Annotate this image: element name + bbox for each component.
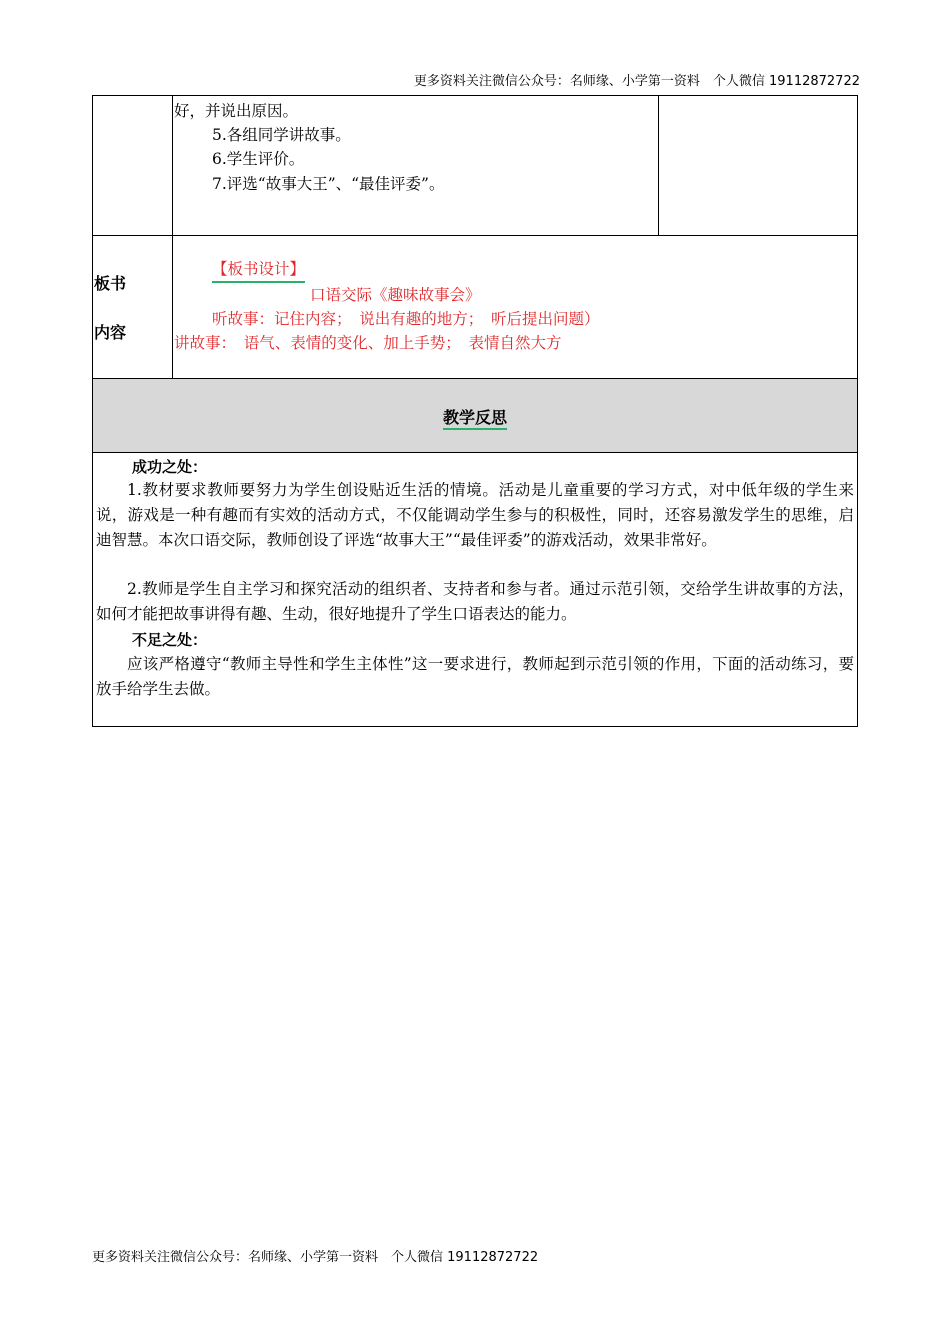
success-paragraph-1: 1.教材要求教师要努力为学生创设贴近生活的情境。活动是儿童重要的学习方式，对中低年级的学生来说，游戏是一种有趣而有实效的活动方式，不仅能调动学生参与的积极性，同时，还容易激发学生的思维，启迪智慧。本次口语交际，教师创设了评选“故事大王”“最佳评委”的游戏活动，效果非常好。 — [96, 481, 854, 549]
page-footer: 更多资料关注微信公众号：名师缘、小学第一资料 个人微信 19112872722 — [92, 1250, 539, 1265]
row-divider-1 — [92, 235, 858, 236]
success-paragraph-2: 2.教师是学生自主学习和探究活动的组织者、支持者和参与者。通过示范引领，交给学生讲故事的方法，如何才能把故事讲得有趣、生动，很好地提升了学生口语表达的能力。 — [96, 580, 854, 623]
column-divider-notes — [658, 95, 659, 236]
board-topic: 口语交际《趣味故事会》 — [310, 286, 481, 304]
board-design-title: 【板书设计】 — [212, 257, 305, 283]
success-heading: 成功之处： — [132, 458, 208, 476]
process-line: 7.评选“故事大王”、“最佳评委”。 — [212, 175, 445, 193]
board-listen: 听故事：记住内容； 说出有趣的地方； 听后提出问题） — [212, 310, 600, 328]
shortfall-paragraph: 应该严格遵守“教师主导性和学生主体性”这一要求进行，教师起到示范引领的作用，下面的活动练习，要放手给学生去做。 — [96, 655, 854, 698]
process-line: 5.各组同学讲故事。 — [212, 126, 351, 144]
process-line: 6.学生评价。 — [212, 150, 305, 168]
column-divider-label — [172, 95, 173, 379]
row-divider-3 — [92, 452, 858, 453]
process-line: 好，并说出原因。 — [174, 102, 299, 120]
board-row-label-2: 内容 — [94, 323, 127, 342]
board-tell: 讲故事： 语气、表情的变化、加上手势； 表情自然大方 — [174, 334, 562, 352]
shortfall-heading: 不足之处： — [132, 631, 208, 649]
board-row-label-1: 板书 — [94, 274, 127, 293]
table-border-top — [92, 95, 858, 96]
reflection-title: 教学反思 — [443, 408, 507, 430]
table-border-bottom — [92, 726, 858, 727]
page-header: 更多资料关注微信公众号：名师缘、小学第一资料 个人微信 19112872722 — [413, 74, 860, 89]
